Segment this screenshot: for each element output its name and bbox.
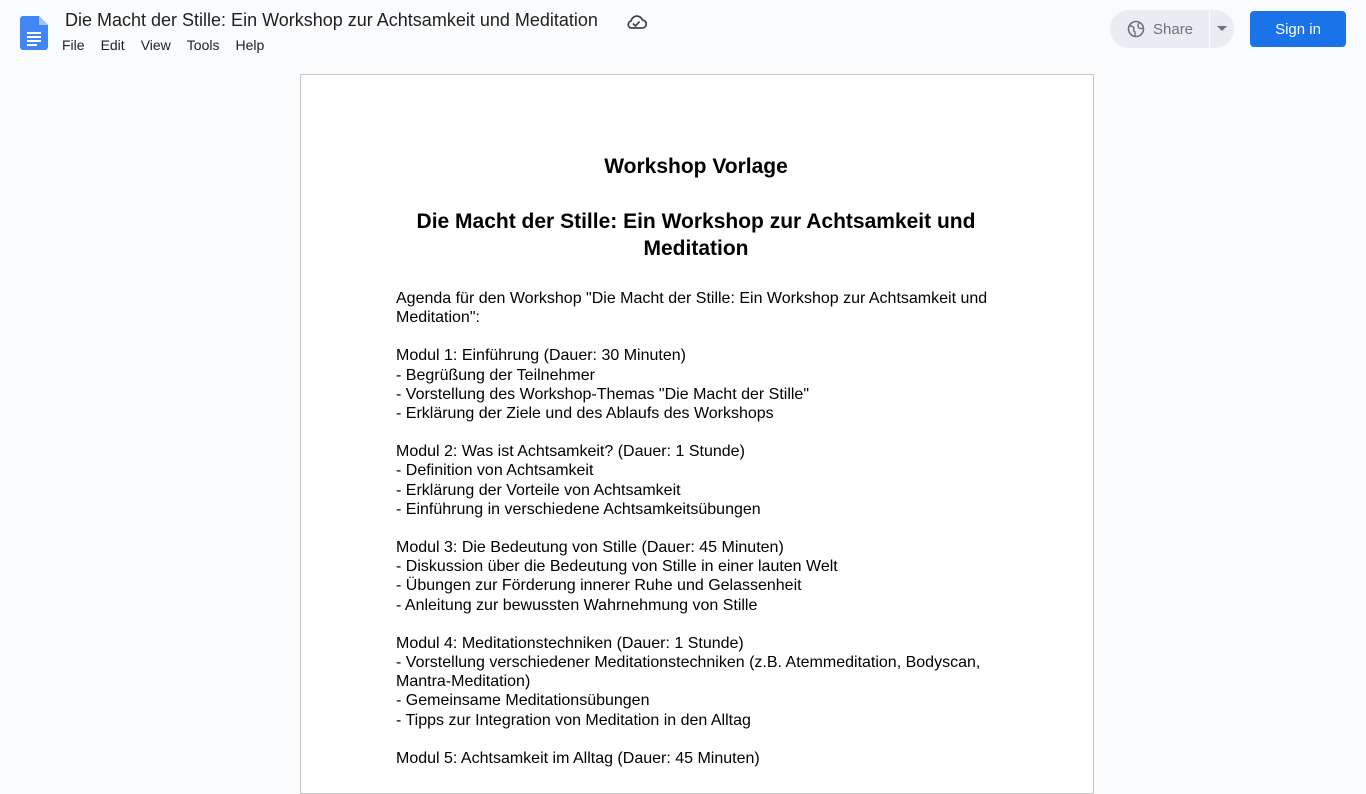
menu-bar <box>62 37 280 53</box>
paragraph-module-5: Modul 5: Achtsamkeit im Alltag (Dauer: 45 Minuten) <box>396 749 760 767</box>
menu-tools[interactable]: Tools <box>186 37 220 53</box>
menu-file[interactable]: File <box>62 37 85 53</box>
cloud-saved-icon[interactable] <box>625 13 647 31</box>
document-content <box>396 153 996 768</box>
document-subheading: Die Macht der Stille: Ein Workshop zur Achtsamkeit und Meditation <box>416 210 976 260</box>
paragraph-module-4: Modul 4: Meditationstechniken (Dauer: 1 Stunde) - Vorstellung verschiedener Meditationstechniken (z.B. Atemmeditation, Bodyscan, Mantra-Meditation) - Gemeinsame Meditationsübungen - Tipps zur Integration von Meditation in den Alltag <box>396 634 981 729</box>
sign-in-button[interactable]: Sign in <box>1250 11 1346 47</box>
paragraph-module-1: Modul 1: Einführung (Dauer: 30 Minuten) - Begrüßung der Teilnehmer - Vorstellung des Workshop-Themas "Die Macht der Stille" - Erklärung der Ziele und des Ablaufs des Workshops <box>396 347 810 423</box>
share-dropdown-button[interactable] <box>1210 10 1234 48</box>
document-page[interactable] <box>300 74 1094 794</box>
paragraph-module-2: Modul 2: Was ist Achtsamkeit? (Dauer: 1 Stunde) - Definition von Achtsamkeit - Erklärung der Vorteile von Achtsamkeit - Einführung in verschiedene Achtsamkeitsübungen <box>396 443 761 518</box>
paragraph-module-3: Modul 3: Die Bedeutung von Stille (Dauer: 45 Minuten) - Diskussion über die Bedeutung von Stille in einer lauten Welt - Übungen zur Förderung innerer Ruhe und Gelassenheit - Anleitung zur bewussten Wahrnehmung von Stille <box>396 539 838 614</box>
caret-down-icon <box>1217 26 1227 32</box>
document-title[interactable]: Die Macht der Stille: Ein Workshop zur Achtsamkeit und Meditation <box>65 10 598 30</box>
docs-logo-icon[interactable] <box>20 16 48 50</box>
menu-edit[interactable]: Edit <box>100 37 125 53</box>
menu-help[interactable]: Help <box>235 37 265 53</box>
share-label: Share <box>1153 20 1194 38</box>
share-control <box>1110 10 1234 48</box>
share-button[interactable] <box>1110 10 1209 48</box>
top-bar <box>0 0 1366 62</box>
document-heading: Workshop Vorlage <box>604 155 788 178</box>
menu-view[interactable]: View <box>140 37 171 53</box>
globe-icon <box>1127 20 1145 38</box>
paragraph-agenda: Agenda für den Workshop "Die Macht der Stille: Ein Workshop zur Achtsamkeit und Meditation": <box>396 290 992 327</box>
